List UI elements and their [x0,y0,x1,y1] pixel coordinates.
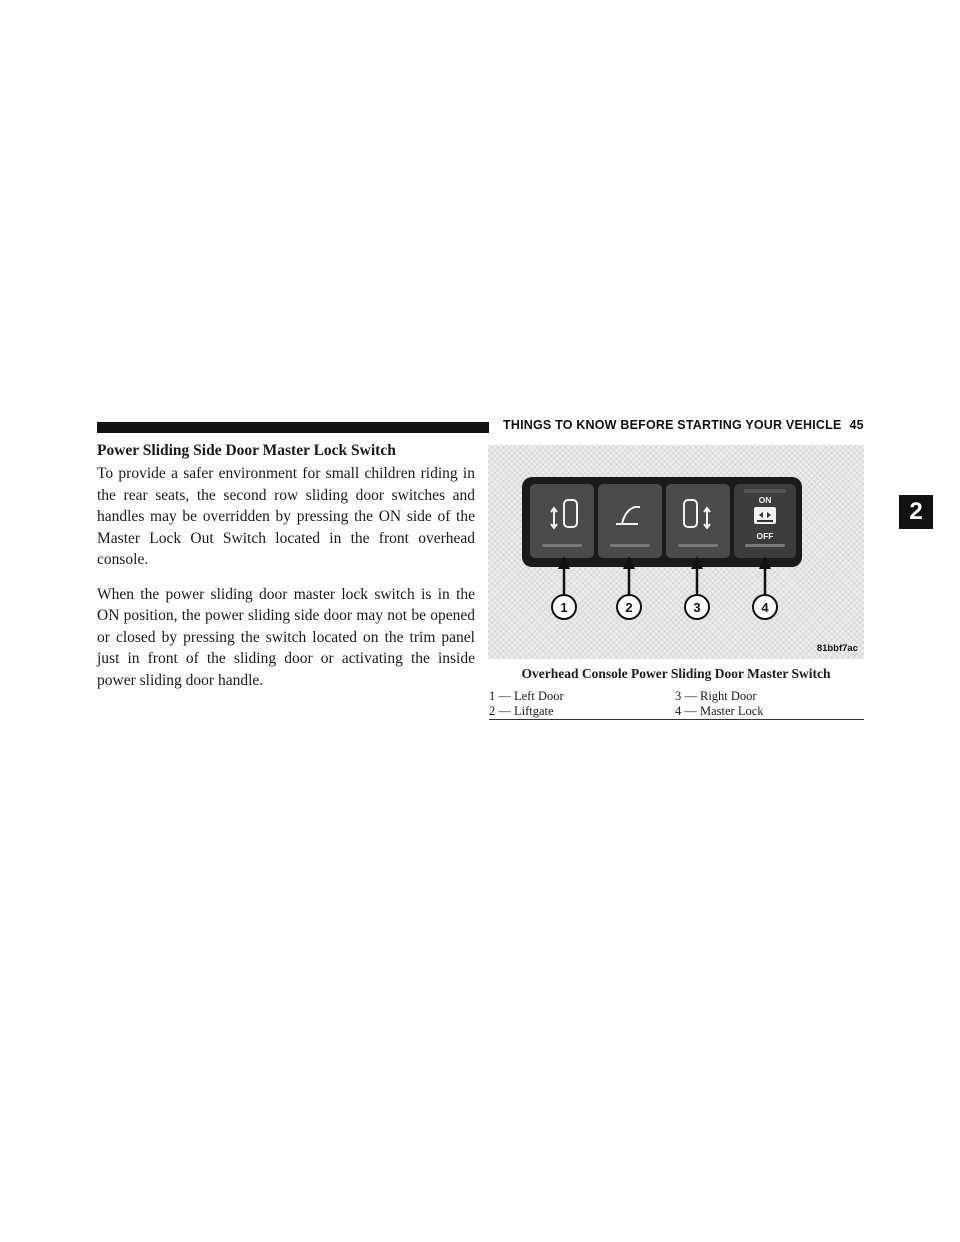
master-lock-icon [754,507,776,524]
switch-illustration [488,445,864,659]
off-label: OFF [756,531,774,541]
page-number: 45 [849,418,864,432]
figure-legend [489,689,864,720]
legend-item-liftgate: 2 — Liftgate [489,703,554,718]
legend-row [489,689,864,704]
figure-caption: Overhead Console Power Sliding Door Master Switch [521,666,831,681]
section-heading: Power Sliding Side Door Master Lock Switch [97,442,396,459]
paragraph-2: When the power sliding door master lock switch is in the ON position, the power sliding side door may not be opened or closed by pressing the switch located on the trim panel just in front of the sliding door or activating the inside power sliding door handle. [97,585,475,689]
callout-2-number: 2 [625,600,633,615]
indicator-strip [678,544,718,547]
callout-1 [552,595,576,619]
switch-figure [488,445,864,659]
indicator-strip [610,544,650,547]
legend-item-left-door: 1 — Left Door [489,689,564,703]
callout-4 [753,595,777,619]
master-lock-label-strip [744,489,786,493]
legend-item-right-door: 3 — Right Door [675,689,757,703]
callout-1-number: 1 [560,600,568,615]
chapter-tab: 2 [899,495,933,529]
header-rule [97,422,489,433]
figure-id: 81bbf7ac [816,643,858,654]
paragraph-1: To provide a safer environment for small children riding in the rear seats, the second row sliding door switches and handles may be overridden by pressing the ON side of the Master Lock Out Switch located in the front overhead console. [97,465,475,568]
callout-3 [685,595,709,619]
indicator-strip [542,544,582,547]
callout-4-number: 4 [761,600,769,615]
body-column [97,441,475,704]
indicator-strip [745,544,785,547]
legend-item-master-lock: 4 — Master Lock [675,703,764,718]
callout-3-number: 3 [693,600,701,615]
legend-row [489,704,864,719]
running-header [503,418,863,432]
on-label: ON [758,495,772,505]
callout-2 [617,595,641,619]
header-title: THINGS TO KNOW BEFORE STARTING YOUR VEHICLE [503,418,842,432]
